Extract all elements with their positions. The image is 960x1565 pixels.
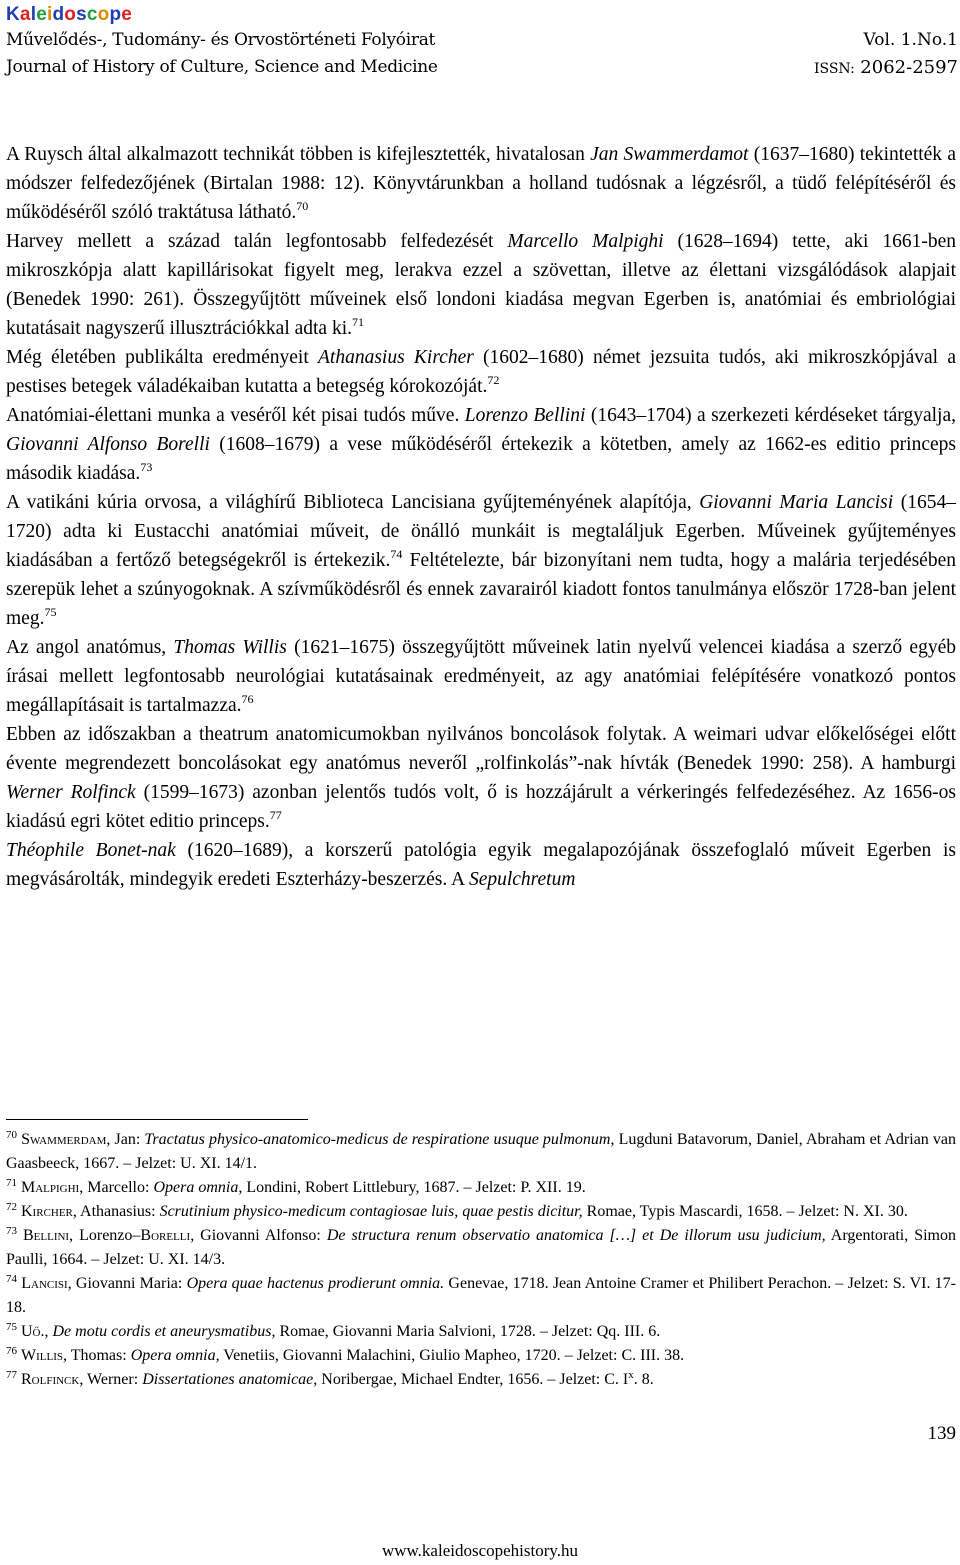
text-run: A vatikáni kúria orvosa, a világhírű Biblioteca Lancisiana gyűjteményének alapítója, [6, 492, 700, 513]
text-run: Anatómiai-élettani munka a veséről két pisai tudós műve. [6, 405, 465, 426]
text-run: (1654–1720) adta ki Eustacchi anatómiai műveit, de önálló munkáit is megtaláljuk Egerben. Műveinek gyűjteményes kiadásában a fertőző betegségekről is értekezik. [6, 492, 956, 571]
footnote-ref: 77 [269, 808, 282, 822]
logo-letter: l [30, 4, 37, 25]
paragraph [6, 227, 956, 343]
text-run: (1643–1704) a szerkezeti kérdéseket tárgyalja, [585, 405, 956, 426]
footnote-ref: 73 [140, 460, 153, 474]
italic-text: Werner Rolfinck [6, 782, 136, 803]
footnote [6, 1272, 956, 1320]
text-run: Ebben az időszakban a theatrum anatomicumokban nyilvános boncolások folytak. A weimari udvar előkelőségei előtt évente megrendezett boncolásokat egy anatómus neveről „rolfinkolás”-nak hívták (Benedek 1990: 258). A hamburgi [6, 724, 956, 774]
text-run: (1608–1679) a vese működéséről értekezik a kötetben, amely az 1662-es editio princeps második kiadása. [6, 434, 956, 484]
italic-text: Opera omnia, [153, 1179, 243, 1196]
footnote [6, 1128, 956, 1176]
text-run: (1599–1673) azonban jelentős tudós volt, ő is hozzájárult a vérkeringés felfedezéséhez. Az 1656-os kiadású egri kötet editio princeps. [6, 782, 956, 832]
logo-letter: a [19, 4, 31, 25]
footnote-ref: x [628, 1369, 634, 1381]
italic-text: Athanasius Kircher [317, 347, 474, 368]
footnote-ref: 71 [352, 315, 365, 329]
footnote-ref: 71 [6, 1177, 17, 1189]
text-run: Harvey mellett a század talán legfontosabb felfedezését [6, 231, 508, 252]
text-run: , Werner: [79, 1371, 143, 1388]
logo-letter: d [52, 4, 65, 25]
text-run: (1628–1694) tette, aki 1661-ben mikroszkópja alatt kapillárisokat figyelt meg, lerakva ezzel a szövettan, illetve az élettani vizsgálódások alapjait (Benedek 1990: 261). Összegyűjtött műveinek első londoni kiadása megvan Egerben is, anatómiai és embriológiai kutatásait nagyszerű illusztrációkkal adta ki. [6, 231, 956, 339]
page-header [6, 4, 958, 83]
footnote [6, 1200, 956, 1224]
footnote-ref: 73 [6, 1225, 17, 1237]
text-run: , [44, 1323, 53, 1340]
footnote-ref: 76 [6, 1345, 17, 1357]
author-name: Lancisi [21, 1275, 68, 1292]
text-run: , Giovanni Alfonso: [190, 1227, 327, 1244]
text-run: Feltételezte, bár bizonyítani nem tudta, hogy a malária terjedésében szerepük lehet a szúnyogoknak. A szívműködésről és ennek zavarairól kiadott fontos tanulmánya először 1728-ban jelent meg. [6, 550, 956, 629]
logo-letter: i [46, 4, 53, 25]
author-name: Bellini [23, 1227, 70, 1244]
text-run: Romae, Typis Mascardi, 1658. – Jelzet: N. XI. 30. [582, 1203, 908, 1220]
italic-text: Tractatus physico-anatomico-medicus de respiratione usuque pulmonum [144, 1131, 611, 1148]
footnote-ref: 76 [241, 692, 254, 706]
footnote [6, 1368, 956, 1392]
italic-text: Marcello Malpighi [507, 231, 664, 252]
paragraph [6, 401, 956, 488]
author-name: Swammerdam [21, 1131, 107, 1148]
footnote-ref: 70 [6, 1129, 17, 1141]
text-run: Noribergae, Michael Endter, 1656. – Jelzet: C. I [317, 1371, 629, 1388]
text-run: , Athanasius: [72, 1203, 160, 1220]
footnote-ref: 72 [6, 1201, 17, 1213]
logo-letter: e [121, 4, 133, 25]
paragraph [6, 140, 956, 227]
article-body [6, 140, 956, 894]
text-run: (1637–1680) tekintették a módszer felfedezőjének (Birtalan 1988: 12). Könyvtárunkban a holland tudósnak a légzésről, a tüdő felépítéséről és működéséről szóló traktátusa látható. [6, 144, 956, 223]
text-run: , Jan: [106, 1131, 145, 1148]
journal-logo [6, 4, 958, 26]
logo-letter: o [97, 4, 110, 25]
italic-text: De motu cordis et aneurysmatibus, [52, 1323, 276, 1340]
text-run: Az angol anatómus, [6, 637, 174, 658]
author-name: Rolfinck [21, 1371, 80, 1388]
paragraph [6, 720, 956, 836]
italic-text: Jan Swammerdamot [590, 144, 749, 165]
text-run: Argentorati, Simon Paulli, 1664. – Jelzet: U. XI. 14/3. [6, 1227, 957, 1268]
author-name: Kircher [21, 1203, 73, 1220]
author-name: Malpighi [21, 1179, 80, 1196]
text-run: Londini, Robert Littlebury, 1687. – Jelzet: P. XII. 19. [242, 1179, 586, 1196]
author-name: Uő. [21, 1323, 45, 1340]
italic-text: Lorenzo Bellini [464, 405, 586, 426]
journal-title-hu: Művelődés-, Tudomány- és Orvostörténeti Folyóirat [6, 30, 436, 50]
author-name: Willis [21, 1347, 63, 1364]
text-run: , Marcello: [79, 1179, 154, 1196]
logo-letter: e [36, 4, 47, 25]
text-run: Romae, Giovanni Maria Salvioni, 1728. – Jelzet: Qq. III. 6. [275, 1323, 661, 1340]
text-run: (1621–1675) összegyűjtött műveinek latin nyelvű velencei kiadása a szerző egyéb írásai mellett legfontosabb neurológiai kutatásainak eredményeit, az agy anatómiai felépítésére vonatkozó pontos megállapításait is tartalmazza. [6, 637, 956, 716]
footnote [6, 1320, 956, 1344]
footnote [6, 1344, 956, 1368]
logo-letter: p [109, 4, 122, 25]
page-number: 139 [927, 1423, 956, 1444]
italic-text: Opera omnia, [130, 1347, 220, 1364]
text-run: . 8. [633, 1371, 654, 1388]
text-run: (1602–1680) német jezsuita tudós, aki mikroszkópjával a pestises betegek váladékaiban kutatta a betegség kórokozóját. [6, 347, 956, 397]
footnote-ref: 75 [44, 605, 57, 619]
text-run: (1620–1689), a korszerű patológia egyik megalapozójának összefoglaló műveit Egerben is megvásárolták, mindegyik eredeti Eszterházy-beszerzés. A [6, 840, 956, 890]
text-run: , Thomas: [62, 1347, 131, 1364]
author-name: Borelli [140, 1227, 191, 1244]
footnote-ref: 74 [390, 547, 403, 561]
text-run: Még életében publikálta eredményeit [6, 347, 318, 368]
text-run: , Lorenzo– [69, 1227, 141, 1244]
italic-text: Thomas Willis [173, 637, 287, 658]
italic-text: De structura renum observatio anatomica […] et De illorum usu judicium, [326, 1227, 826, 1244]
footnotes [6, 1128, 956, 1392]
issn-label: ISSN: [813, 61, 855, 77]
text-run: A Ruysch által alkalmazott technikát többen is kifejlesztették, hivatalosan [6, 144, 591, 165]
footnote-separator [6, 1119, 308, 1120]
italic-text: Giovanni Maria Lancisi [699, 492, 894, 513]
footer-url: www.kaleidoscopehistory.hu [381, 1541, 579, 1560]
header-row-2 [6, 54, 958, 83]
footnote [6, 1176, 956, 1200]
text-run: Genevae, 1718. Jean Antoine Cramer et Philibert Perachon. – Jelzet: S. VI. 17-18. [6, 1275, 957, 1316]
footnote-ref: 74 [6, 1273, 17, 1285]
logo-letter: c [86, 4, 98, 25]
footnote-ref: 75 [6, 1321, 17, 1333]
footnote-ref: 72 [487, 373, 500, 387]
logo-letter: K [6, 4, 20, 25]
logo-letter: s [76, 4, 87, 25]
journal-title-en: Journal of History of Culture, Science and Medicine [6, 57, 438, 77]
paragraph [6, 343, 956, 401]
paragraph [6, 488, 956, 633]
italic-text: Giovanni Alfonso Borelli [6, 434, 210, 455]
italic-text: Scrutinium physico-medicum contagiosae luis, quae pestis dicitur, [159, 1203, 583, 1220]
text-run: Venetiis, Giovanni Malachini, Giulio Mapheo, 1720. – Jelzet: C. III. 38. [219, 1347, 685, 1364]
header-row-1 [6, 27, 958, 54]
issn [814, 54, 958, 83]
italic-text: Opera quae hactenus prodierunt omnia. [186, 1275, 445, 1292]
italic-text: Théophile Bonet-nak [6, 840, 176, 861]
issn-value: 2062-2597 [860, 57, 958, 78]
logo-letter: o [64, 4, 77, 25]
footnote-ref: 70 [296, 199, 309, 213]
footnote [6, 1224, 956, 1272]
text-run: , Giovanni Maria: [67, 1275, 187, 1292]
italic-text: Dissertationes anatomicae, [142, 1371, 318, 1388]
italic-text: Sepulchretum [468, 869, 576, 890]
footnote-ref: 77 [6, 1369, 17, 1381]
paragraph [6, 633, 956, 720]
volume-label: Vol. 1.No.1 [863, 30, 958, 50]
paragraph [6, 836, 956, 894]
text-run: , Lugduni Batavorum, Daniel, Abraham et Adrian van Gaasbeeck, 1667. – Jelzet: U. XI. 14/1. [6, 1131, 957, 1172]
